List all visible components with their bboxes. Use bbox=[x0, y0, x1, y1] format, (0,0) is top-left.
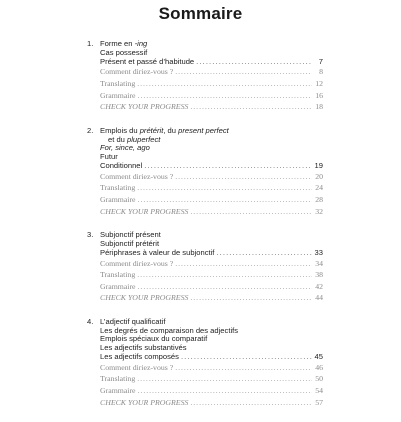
page-number: 38 bbox=[315, 270, 323, 280]
chapter-heading-line: et du pluperfect bbox=[108, 134, 161, 144]
toc-sub-entry[interactable]: CHECK YOUR PROGRESS . . . 32 bbox=[100, 206, 323, 218]
page-number: 45 bbox=[314, 352, 323, 362]
page-number: 46 bbox=[315, 362, 323, 372]
page-number: 28 bbox=[315, 194, 323, 204]
page-number: 18 bbox=[315, 102, 323, 112]
toc-main-entry[interactable]: Les adjectifs composés . . . 45 bbox=[100, 353, 323, 362]
page-number: 42 bbox=[315, 281, 323, 291]
page-number: 16 bbox=[315, 90, 323, 100]
chapter-heading-line: Forme en -ing bbox=[100, 39, 148, 48]
chapter-heading-line: Emplois spéciaux du comparatif bbox=[100, 334, 208, 344]
chapter-heading-line: L’adjectif qualificatif bbox=[100, 316, 166, 326]
toc-main-entry[interactable]: Périphrases à valeur de subjonctif . . . 33 bbox=[100, 249, 323, 258]
chapter-number: 3. bbox=[87, 230, 94, 240]
toc-sub-entry[interactable]: Translating . . . 12 bbox=[100, 78, 323, 90]
toc-sub-entry[interactable]: Grammaire . . . 54 bbox=[100, 385, 323, 397]
toc-sub-entry[interactable]: CHECK YOUR PROGRESS . . . 44 bbox=[100, 292, 323, 304]
page-number: 7 bbox=[318, 56, 323, 66]
toc-sub-entry[interactable]: Grammaire . . . 28 bbox=[100, 194, 323, 206]
page-number: 8 bbox=[319, 67, 323, 77]
page-number: 24 bbox=[315, 183, 323, 193]
chapter-number: 2. bbox=[87, 125, 94, 135]
toc-sub-entry[interactable]: Translating . . . 24 bbox=[100, 182, 323, 194]
chapter-3 bbox=[87, 231, 323, 304]
page-number: 12 bbox=[315, 78, 323, 88]
toc-sub-entry[interactable]: Grammaire . . . 16 bbox=[100, 90, 323, 102]
chapter-heading-line: Les degrés de comparaison des adjectifs bbox=[100, 325, 239, 335]
table-of-contents bbox=[87, 40, 323, 422]
page-number: 34 bbox=[315, 258, 323, 268]
page-number: 19 bbox=[314, 160, 323, 170]
toc-sub-entry[interactable]: Comment diriez-vous ? . . . 34 bbox=[100, 258, 323, 270]
page-number: 20 bbox=[315, 171, 323, 181]
page-number: 54 bbox=[315, 386, 323, 396]
toc-sub-entry[interactable]: Comment diriez-vous ? . . . 8 bbox=[100, 66, 323, 78]
toc-sub-entry[interactable]: CHECK YOUR PROGRESS . . . 18 bbox=[100, 101, 323, 113]
chapter-heading-line: Cas possessif bbox=[100, 47, 148, 57]
chapter-heading-line: Futur bbox=[100, 152, 118, 162]
toc-sub-entry[interactable]: Comment diriez-vous ? . . . 20 bbox=[100, 171, 323, 183]
chapter-1 bbox=[87, 40, 323, 113]
chapter-2 bbox=[87, 127, 323, 217]
chapter-number: 1. bbox=[87, 39, 94, 48]
chapter-heading-line: Subjonctif prétérit bbox=[100, 238, 160, 248]
page-number: 32 bbox=[315, 206, 323, 216]
chapter-heading-line: For, since, ago bbox=[100, 143, 150, 153]
page-number: 50 bbox=[315, 374, 323, 384]
toc-sub-entry[interactable]: Translating . . . 50 bbox=[100, 373, 323, 385]
page-number: 57 bbox=[315, 397, 323, 407]
chapter-heading-line: Subjonctif présent bbox=[100, 230, 161, 240]
page-number: 44 bbox=[315, 293, 323, 303]
toc-sub-entry[interactable]: Grammaire . . . 42 bbox=[100, 281, 323, 293]
page-title: Sommaire bbox=[158, 4, 243, 23]
toc-main-entry[interactable]: Conditionnel . . . 19 bbox=[100, 162, 323, 171]
chapter-number: 4. bbox=[87, 316, 94, 326]
toc-main-entry[interactable]: Présent et passé d’habitude . . . 7 bbox=[100, 58, 323, 67]
chapter-heading-line: Emplois du prétérit, du present perfect bbox=[100, 125, 229, 135]
toc-sub-entry[interactable]: CHECK YOUR PROGRESS . . . 57 bbox=[100, 397, 323, 409]
toc-sub-entry[interactable]: Translating . . . 38 bbox=[100, 269, 323, 281]
chapter-4 bbox=[87, 318, 323, 408]
toc-sub-entry[interactable]: Comment diriez-vous ? . . . 46 bbox=[100, 362, 323, 374]
chapter-heading-line: Les adjectifs substantivés bbox=[100, 343, 187, 353]
page-number: 33 bbox=[314, 247, 323, 257]
